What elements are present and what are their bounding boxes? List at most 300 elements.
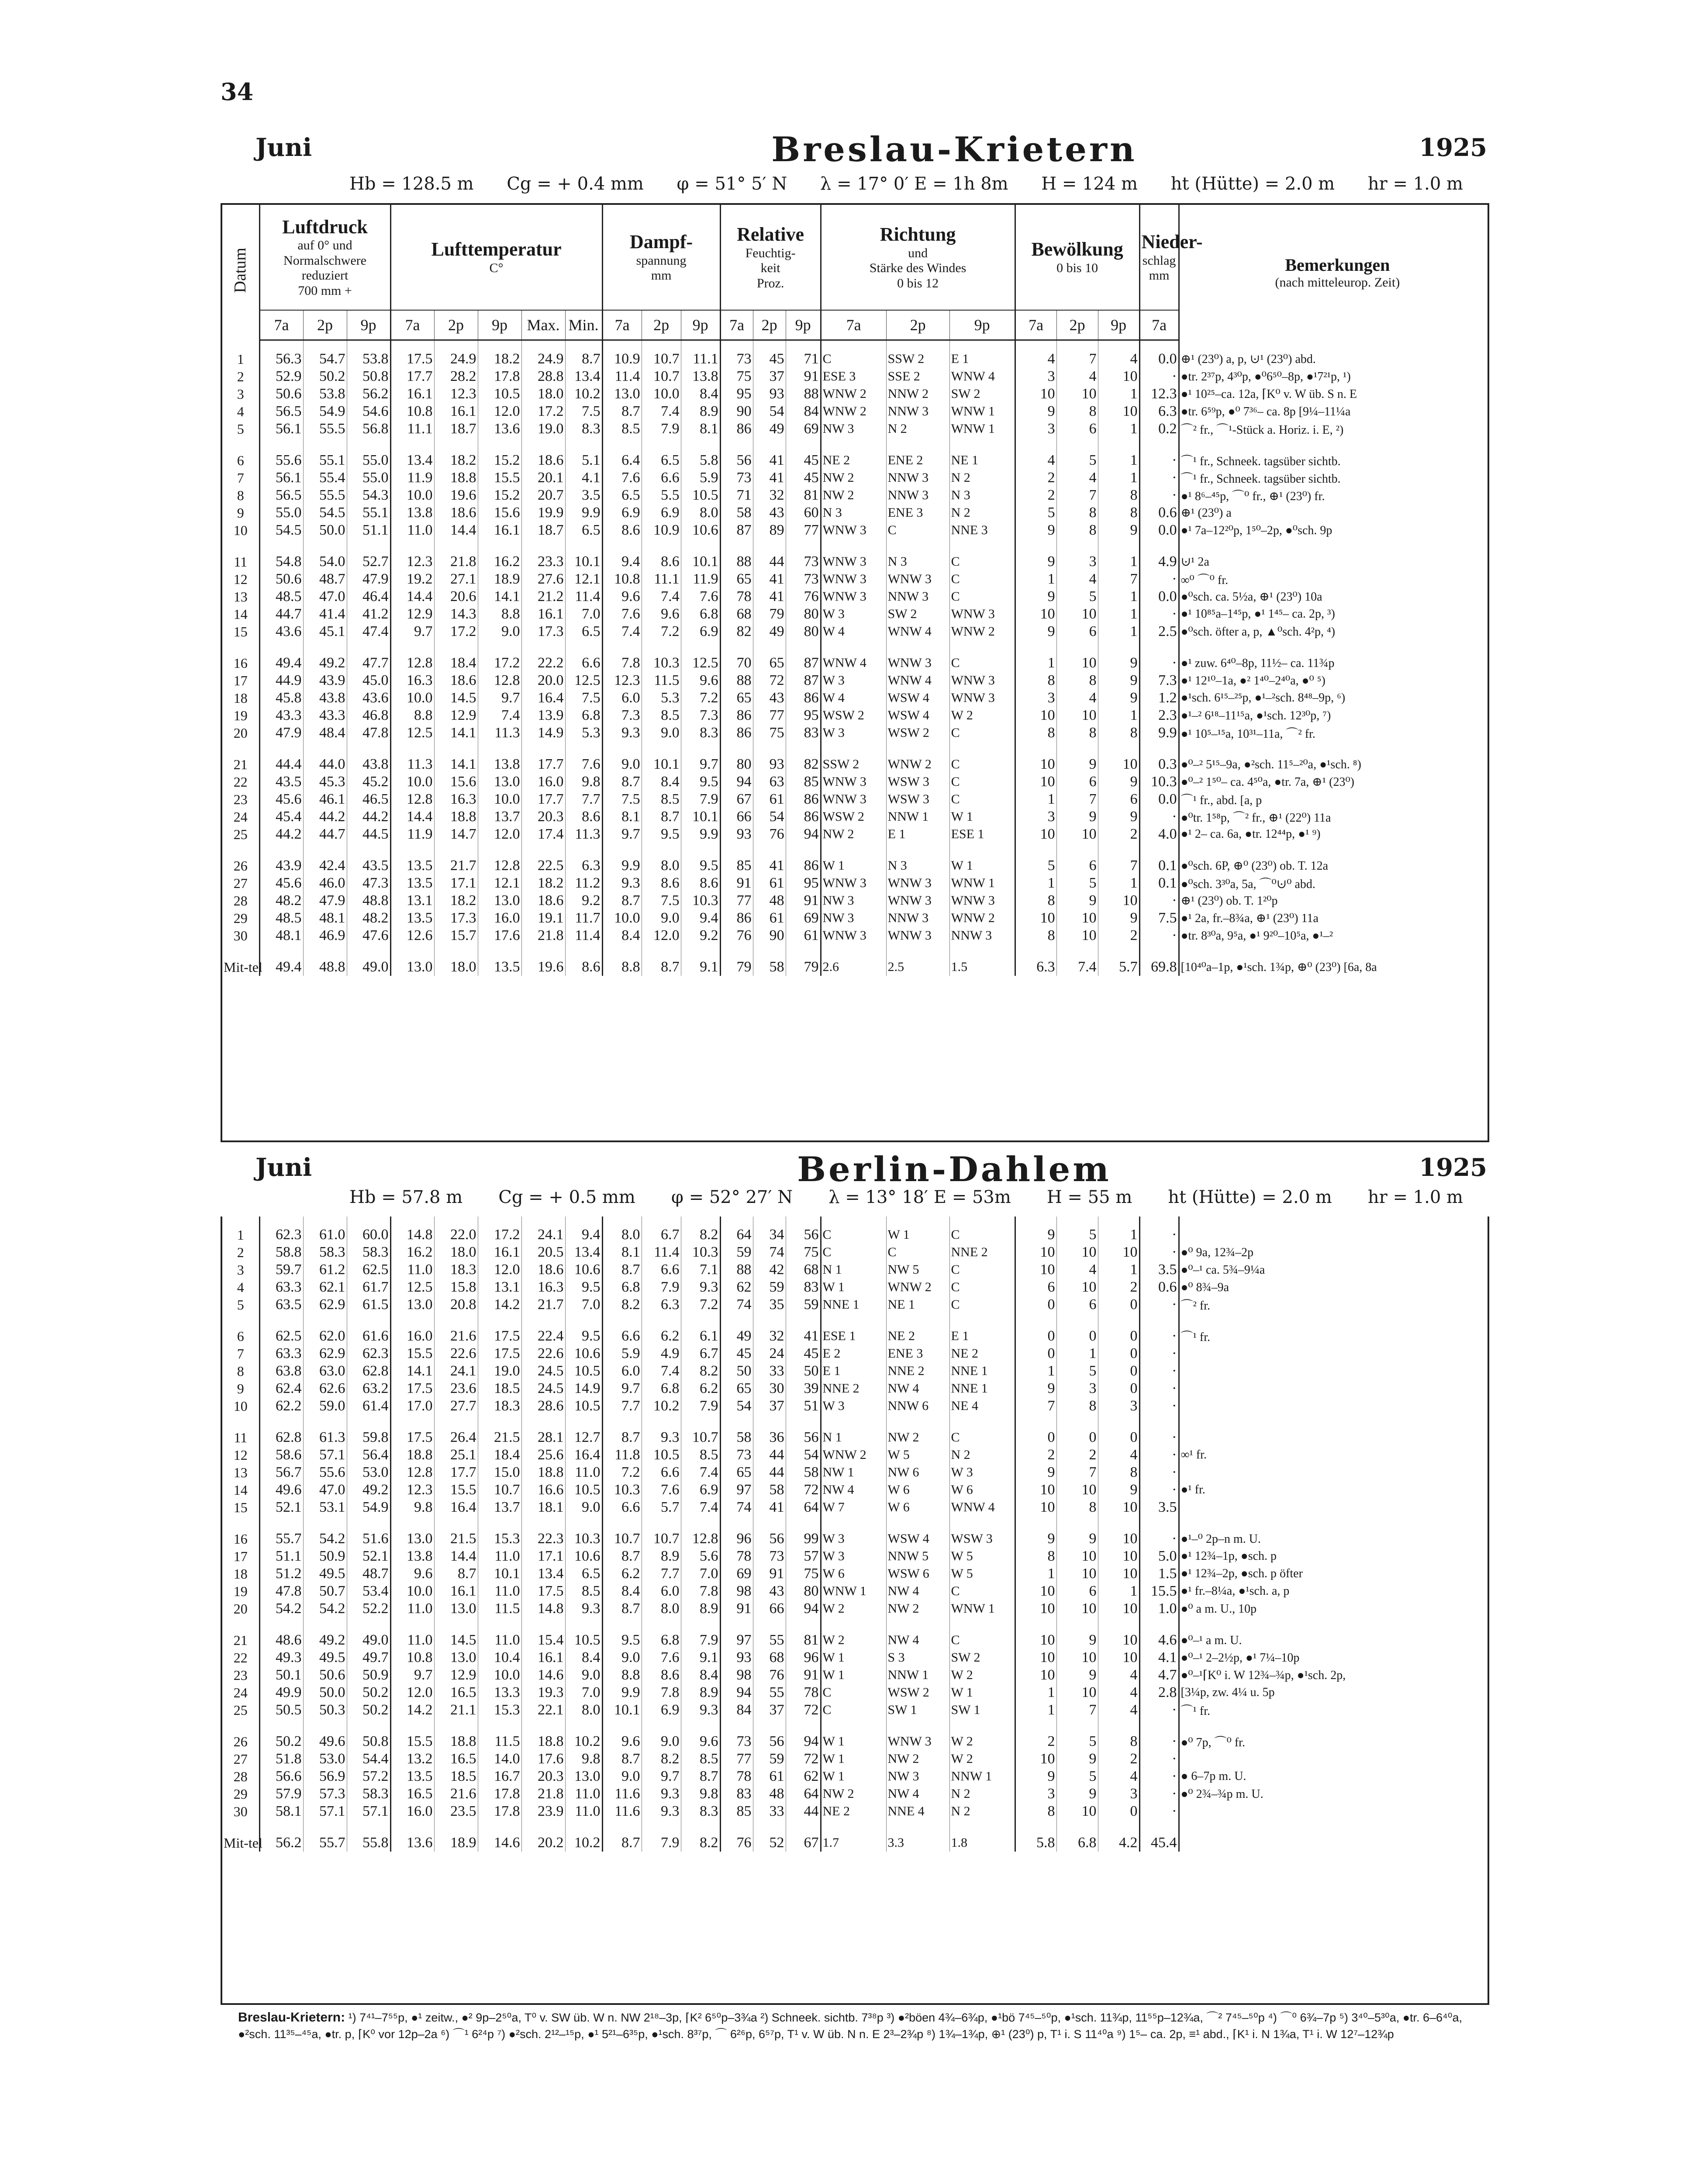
date-cell: 6 [222,1327,259,1345]
value-cell: 2 [1098,927,1139,944]
value-cell: 10 [1056,654,1098,672]
value-cell: 88 [720,553,753,570]
date-cell: 19 [222,1583,259,1600]
value-cell: 54.9 [303,403,347,420]
value-cell: 7.6 [565,756,602,773]
value-cell: 99 [786,1530,821,1548]
value-cell: 17.8 [478,368,521,385]
spacer-cell [602,1617,642,1631]
spacer-cell [720,1313,753,1327]
value-cell: 10 [1098,756,1139,773]
value-cell: 10 [1098,1649,1139,1666]
value-cell: · [1139,570,1179,588]
value-cell: 64 [720,1226,753,1244]
value-cell: 8.8 [390,707,434,724]
spacer-cell [390,1216,434,1226]
value-cell: 94 [720,773,753,791]
value-cell: 47.8 [347,724,390,742]
remark-cell: ●¹ fr. [1180,1483,1205,1496]
value-cell: NNE 4 [886,1803,949,1820]
value-cell: WNW 4 [821,654,886,672]
value-cell: · [1139,1733,1179,1750]
remark-cell: ●⁰sch. 6P, ⊕⁰ (23⁰) ob. T. 12a [1180,859,1329,873]
value-cell: W 2 [949,1750,1015,1768]
value-cell: 6 [1056,857,1098,874]
value-cell: 23.3 [521,553,565,570]
spacer-cell [259,340,303,351]
date-cell: 5 [222,420,259,438]
date-cell: 1 [222,350,259,368]
value-cell: 6.4 [602,452,642,469]
date-cell: 7 [222,469,259,487]
value-cell: 20.0 [521,672,565,689]
value-cell: 10.6 [565,1345,602,1362]
value-cell: 4 [1098,1446,1139,1464]
value-cell: 48.7 [303,570,347,588]
value-cell: 10.3 [602,1481,642,1499]
date-cell: 13 [222,588,259,605]
value-cell: 11.0 [478,1583,521,1600]
value-cell: 71 [786,350,821,368]
value-cell: 0.1 [1139,874,1179,892]
date-cell: 7 [222,1345,259,1362]
value-cell: 8.7 [602,892,642,909]
value-cell: 10 [1015,826,1056,843]
value-cell: ESE 1 [949,826,1015,843]
value-cell: 45.1 [303,623,347,640]
value-cell: 8 [1015,724,1056,742]
spacer-cell [347,539,390,553]
col-subheader: 2p [753,310,786,340]
value-cell: 7 [1015,1397,1056,1415]
value-cell: 16.1 [390,385,434,403]
col-group-text: 0 bis 10 [1056,261,1098,276]
value-cell: 9 [1015,1380,1056,1397]
date-cell: 8 [222,1362,259,1380]
value-cell: W 1 [949,1684,1015,1701]
value-cell: 44 [753,1446,786,1464]
remark-cell: ●¹ 8⁶–⁴⁵p, ⌒⁰ fr., ⊕¹ (23⁰) fr. [1180,490,1325,503]
value-cell: 7.4 [1056,958,1098,976]
remark-cell [1179,1750,1495,1768]
value-cell: 50.8 [347,368,390,385]
value-cell: 4 [1056,1261,1098,1279]
value-cell: 5.1 [565,452,602,469]
value-cell: 54 [753,808,786,826]
value-cell: · [1139,1327,1179,1345]
value-cell: 9 [1056,808,1098,826]
value-cell: 7.2 [681,689,720,707]
value-cell: WNW 3 [886,570,949,588]
value-cell: W 5 [886,1446,949,1464]
spacer-cell [1179,1313,1495,1327]
value-cell: 18.6 [521,452,565,469]
value-cell: 53.1 [303,1499,347,1516]
value-cell: 9 [1056,1666,1098,1684]
spacer-cell [821,1516,886,1530]
value-cell: 17.2 [434,623,478,640]
value-cell: 9.0 [602,756,642,773]
spacer-cell [1098,340,1139,351]
date-cell: 17 [222,1548,259,1565]
spacer-cell [1139,1617,1179,1631]
col-subheader: 9p [786,310,821,340]
value-cell: C [886,522,949,539]
station-constant: Hb = 57.8 m [349,1187,463,1207]
value-cell: 10.8 [602,570,642,588]
value-cell: 16.1 [521,605,565,623]
value-cell: 12.3 [390,553,434,570]
value-cell: 68 [720,605,753,623]
value-cell: 8.0 [642,1600,681,1617]
value-cell: 15.5 [390,1345,434,1362]
value-cell: 10.5 [565,1362,602,1380]
value-cell: 56.5 [259,487,303,504]
value-cell: 9.4 [565,1226,602,1244]
value-cell: 55.5 [303,420,347,438]
spacer-cell [390,1617,434,1631]
value-cell: 18.4 [478,1446,521,1464]
value-cell: 44.9 [259,672,303,689]
value-cell: 50.0 [303,1684,347,1701]
spacer-cell [1139,1820,1179,1834]
value-cell: 9.2 [681,927,720,944]
value-cell: 49.6 [259,1481,303,1499]
spacer-cell [347,742,390,756]
value-cell: 13.0 [565,1768,602,1785]
value-cell: 73 [720,1733,753,1750]
value-cell: 10 [1015,773,1056,791]
value-cell: · [1139,1785,1179,1803]
value-cell: 4 [1098,350,1139,368]
date-cell: 12 [222,1446,259,1464]
date-cell: 15 [222,1499,259,1516]
value-cell: 14.7 [434,826,478,843]
value-cell: 9.9 [1139,724,1179,742]
spacer-cell [1139,438,1179,452]
value-cell: 0 [1098,1296,1139,1313]
value-cell: 15.5 [478,469,521,487]
spacer-cell [949,1617,1015,1631]
value-cell: 12.9 [390,605,434,623]
value-cell: 14.4 [390,808,434,826]
footnote-label: Breslau-Krietern: [238,2010,345,2025]
spacer-cell [886,1617,949,1631]
value-cell: 65 [720,1464,753,1481]
value-cell: 4.6 [1139,1631,1179,1649]
value-cell: 49.4 [259,958,303,976]
value-cell: 7.6 [602,605,642,623]
value-cell: 7.0 [565,1684,602,1701]
remark-cell: ⊕¹ (23⁰) a, p, ⊍¹ (23⁰) abd. [1180,352,1316,366]
remark-cell: ●⁰ 9a, 12¾–2p [1180,1246,1254,1259]
value-cell: 41 [753,570,786,588]
page-number: 34 [221,78,254,106]
spacer-cell [434,843,478,857]
spacer-cell [1139,1313,1179,1327]
value-cell: 19.1 [521,909,565,927]
remark-cell: ●¹–⁰ 2p–n m. U. [1180,1532,1261,1546]
value-cell: W 1 [886,1226,949,1244]
value-cell: 12.5 [390,1279,434,1296]
value-cell: NW 4 [821,1481,886,1499]
remark-cell: ∞¹ fr. [1180,1448,1207,1462]
value-cell: 10.9 [602,350,642,368]
spacer-cell [521,1216,565,1226]
spacer-cell [1179,742,1495,756]
value-cell: 8 [1056,672,1098,689]
value-cell: 2.5 [1139,623,1179,640]
spacer-cell [1056,1313,1098,1327]
value-cell: 10 [1015,1649,1056,1666]
value-cell: 59.0 [303,1397,347,1415]
value-cell: 7.2 [681,1296,720,1313]
spacer-cell [1015,1313,1056,1327]
value-cell: 70 [720,654,753,672]
value-cell: 59 [786,1296,821,1313]
date-cell: 21 [222,756,259,773]
spacer-cell [1056,340,1098,351]
value-cell: 86 [786,808,821,826]
mean-row [222,958,1495,976]
value-cell: 12.0 [642,927,681,944]
value-cell: 14.4 [390,588,434,605]
value-cell: 80 [786,605,821,623]
value-cell: 5 [1056,588,1098,605]
value-cell: WNW 3 [821,927,886,944]
value-cell: 16.4 [434,1499,478,1516]
value-cell: 47.9 [303,892,347,909]
value-cell: 4 [1098,1684,1139,1701]
value-cell: 2 [1015,1446,1056,1464]
value-cell: 7.4 [642,403,681,420]
value-cell: 9.6 [681,1733,720,1750]
value-cell: 11.7 [565,909,602,927]
value-cell: 5 [1056,1768,1098,1785]
value-cell: 10 [1098,403,1139,420]
value-cell: C [949,588,1015,605]
table-row [222,1565,1495,1583]
value-cell: 8.2 [602,1296,642,1313]
spacer-cell [681,1820,720,1834]
table-row [222,1600,1495,1617]
value-cell: 78 [786,1684,821,1701]
value-cell: 54.7 [303,350,347,368]
value-cell: ENE 3 [886,504,949,522]
value-cell: WNW 4 [886,672,949,689]
value-cell: 24.9 [434,350,478,368]
value-cell: 44 [786,1803,821,1820]
spacer-cell [821,1415,886,1429]
value-cell: 8.7 [642,808,681,826]
value-cell: 7.8 [602,654,642,672]
remark-cell: ∞⁰ ⌒⁰ fr. [1180,574,1229,587]
date-cell: 22 [222,1649,259,1666]
value-cell: 12.0 [478,403,521,420]
value-cell: ENE 2 [886,452,949,469]
spacer-cell [478,1516,521,1530]
value-cell: 10.3 [681,892,720,909]
value-cell: NE 2 [821,1803,886,1820]
value-cell: NW 4 [886,1631,949,1649]
value-cell: 97 [720,1481,753,1499]
spacer-cell [434,944,478,958]
value-cell: 1 [1015,1701,1056,1719]
value-cell: WNW 3 [949,892,1015,909]
value-cell: NW 6 [886,1464,949,1481]
value-cell: C [949,773,1015,791]
value-cell: 61.2 [303,1261,347,1279]
value-cell: 56.5 [259,403,303,420]
value-cell: NE 4 [949,1397,1015,1415]
value-cell: 49.0 [347,1631,390,1649]
value-cell: 55.1 [347,504,390,522]
value-cell: 18.7 [521,522,565,539]
remark-cell: ⌒¹ fr. [1180,1330,1210,1344]
spacer-cell [222,1820,259,1834]
value-cell: 8.5 [565,1583,602,1600]
spacer-cell [1015,843,1056,857]
date-cell: 21 [222,1631,259,1649]
spacer-cell [1098,438,1139,452]
value-cell: 17.3 [521,623,565,640]
value-cell: 48.2 [259,892,303,909]
spacer-cell [821,1313,886,1327]
value-cell: 22.3 [521,1530,565,1548]
value-cell: 7 [1098,857,1139,874]
spacer-cell [565,944,602,958]
value-cell: 17.6 [521,1750,565,1768]
value-cell: 91 [720,874,753,892]
spacer-cell [390,1719,434,1733]
remark-cell: ●⁰ 8¾–9a [1180,1281,1229,1294]
value-cell: 48.5 [259,909,303,927]
value-cell: 7.8 [681,1583,720,1600]
table-row [222,1803,1495,1820]
value-cell: 24.5 [521,1362,565,1380]
spacer-cell [1179,340,1495,351]
value-cell: 28.2 [434,368,478,385]
remark-cell: ●tr. 6⁵⁹p, ●⁰ 7³⁶– ca. 8p [9¼–11¼a [1180,405,1351,418]
value-cell: 21.6 [434,1785,478,1803]
value-cell: 12.3 [390,1481,434,1499]
table-row [222,1499,1495,1516]
value-cell: 8.7 [434,1565,478,1583]
value-cell: 8.0 [602,1226,642,1244]
value-cell: 7 [1056,1464,1098,1481]
value-cell: 66 [720,808,753,826]
value-cell: 8.6 [642,874,681,892]
spacer-cell [1139,1719,1179,1733]
value-cell: 3 [1015,368,1056,385]
spacer-cell [753,1415,786,1429]
value-cell: WNW 2 [821,403,886,420]
spacer-cell [259,1617,303,1631]
table-row [222,452,1495,469]
value-cell: 2 [1015,487,1056,504]
value-cell: 4 [1098,1768,1139,1785]
table-row [222,689,1495,707]
value-cell: 47.9 [347,570,390,588]
col-group-text: auf 0° und [297,238,352,253]
value-cell: 0.6 [1139,1279,1179,1296]
value-cell: 58 [720,1429,753,1446]
value-cell: N 2 [949,469,1015,487]
value-cell: NW 1 [821,1464,886,1481]
value-cell: 10.3 [565,1530,602,1548]
value-cell: 80 [720,756,753,773]
value-cell: 7 [1098,570,1139,588]
col-subheader: 9p [478,310,521,340]
col-group-lufttemperatur [390,205,602,310]
value-cell: 16.5 [390,1785,434,1803]
value-cell: WNW 3 [886,927,949,944]
value-cell: 8.5 [681,1750,720,1768]
value-cell: C [821,1226,886,1244]
value-cell: 12.8 [478,857,521,874]
value-cell: 0 [1098,1362,1139,1380]
value-cell: W 2 [949,707,1015,724]
value-cell: 58.3 [347,1785,390,1803]
spacer-cell [681,438,720,452]
value-cell: 86 [720,420,753,438]
value-cell: WSW 6 [886,1565,949,1583]
value-cell: 15.7 [434,927,478,944]
spacer-cell [786,1516,821,1530]
value-cell: 8.7 [602,1261,642,1279]
value-cell: 1 [1098,420,1139,438]
table-row [222,791,1495,808]
spacer-cell [886,944,949,958]
value-cell: 56.7 [259,1464,303,1481]
value-cell: 10 [1098,1530,1139,1548]
value-cell: 11.0 [565,1464,602,1481]
date-cell: 3 [222,385,259,403]
col-subheader: Max. [521,310,565,340]
value-cell: 61 [753,909,786,927]
value-cell: 9 [1098,808,1139,826]
value-cell: 44 [753,553,786,570]
spacer-cell [478,1216,521,1226]
value-cell: 8.1 [602,808,642,826]
value-cell: 4 [1098,1666,1139,1684]
value-cell: 8 [1098,724,1139,742]
spacer-cell [390,1313,434,1327]
value-cell: 7.6 [642,1649,681,1666]
value-cell: C [949,1296,1015,1313]
col-group-text: mm [1149,268,1170,283]
value-cell: 91 [720,1600,753,1617]
value-cell: 8.7 [602,773,642,791]
value-cell: WNW 2 [821,1446,886,1464]
value-cell: 78 [720,1768,753,1785]
table-row [222,672,1495,689]
value-cell: 93 [720,826,753,843]
value-cell: 10.0 [642,385,681,403]
value-cell: 88 [786,385,821,403]
spacer-cell [681,1719,720,1733]
value-cell: 30 [753,1380,786,1397]
value-cell: 11.1 [681,350,720,368]
value-cell: 58 [753,1481,786,1499]
value-cell: 9.3 [642,1785,681,1803]
value-cell: 3 [1015,420,1056,438]
spacer-cell [1015,1415,1056,1429]
value-cell: 27.6 [521,570,565,588]
spacer-cell [222,1216,259,1226]
value-cell: 9.0 [602,1768,642,1785]
spacer-cell [786,539,821,553]
